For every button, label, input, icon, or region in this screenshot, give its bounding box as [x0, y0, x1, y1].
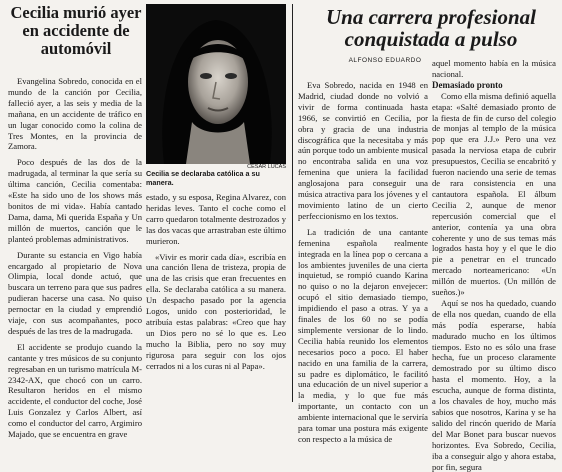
middle-paragraph-1: estado, y su esposa, Regina Alvarez, con heridas leves. Tanto el coche como el carro quedaron totalmente destrozados y las dos vacas que arrastraban este último murieron.: [146, 192, 286, 246]
left-paragraph-4: El accidente se produjo cuando la cantante y tres músicos de su conjunto regresaban en un turismo matrícula M-2342-AX, que chocó con un carro. Resultaron heridos en el mismo accidente, el conductor del coche, José Luis Gonzalez y Carlos Albert, así como el conductor del carro, Argimiro Majado, que se encuentra en grave: [8, 341, 142, 440]
right-col2-lead: aquel momento había en la música nacional.: [432, 58, 556, 79]
photo-credit: CESAR LUCAS: [247, 164, 286, 170]
middle-article-column: [146, 192, 286, 402]
middle-paragraph-2: «Vivir es morir cada día», escribía en una canción llena de tristeza, propia de una de las crisis que eran frecuentes en ella. Se declaraba católica a su manera. Un despacho pasado por la agencia Logos, unido con posterioridad, le atribuía estas palabras: «Creo que hay un Dios pero no sé lo que es. Leo mucho la Biblia, pero no soy muy rigurosa para seguir con los ojos cerrados ni a los curas ni al Papa».: [146, 251, 286, 371]
right-paragraph-3: Como ella misma definió aquella etapa: «Salté demasiado pronto de la fiesta de fin de curso del colegio de monjas al templo de la música pop que era J.J.» Pero una vez pasada la nerviosa etapa de cubrir presupuestos, Cecilia se encabritó y fueron naciendo una serie de temas de rara consistencia en una cantautora española. El álbum Cecilia 2, aunque de menor repercusión comercial que el anterior, contenía ya una obra coherente y uno de sus temas más logrados hasta hoy y el que le dio pie a penetrar en el truncado mercado norteamericano: «Un millón de muertos. (Un millón de sueños.)»: [432, 90, 556, 298]
right-article-column-2: [432, 58, 556, 472]
left-article-column: [8, 76, 142, 440]
right-headline: Una carrera profesional conquistada a pulso: [325, 5, 536, 51]
subhead-demasiado-pronto: Demasiado pronto: [432, 79, 503, 90]
left-headline: Cecilia murió ayer en accidente de automóvil: [10, 3, 142, 58]
column-divider: [292, 4, 293, 402]
left-paragraph-1: Evangelina Sobredo, conocida en el mundo de la canción por Cecilia, falleció ayer, a las seis y media de la mañana, en un accidente de tráfico en un lugar conocido como la colina de Tres Montes, en la provincia de Zamora.: [8, 76, 142, 152]
portrait-image: [146, 4, 286, 164]
left-paragraph-3: Durante su estancia en Vigo había encargado al propietario de Nova Olimpia, local donde actuó, que buscara un terreno para que sus padres pudieran hacerse una casa. No quiso pernoctar en la ciudad y emprendió viaje, con sus acompañantes, poco después de las tres de la madrugada.: [8, 249, 142, 336]
left-paragraph-2: Poco después de las dos de la madrugada, al terminar la que sería su última canción, Cecilia comentaba: «Este ha sido uno de los shows más bonitos de mi vida». Había cantado Dama, dama, Mi querida España y Un millón de muertos, canción que le planteó problemas administrativos.: [8, 157, 142, 244]
photo-caption: Cecilia se declaraba católica a su manera.: [146, 169, 260, 187]
right-article-column-1: [298, 80, 428, 444]
byline: ALFONSO EDUARDO: [348, 57, 422, 64]
right-paragraph-2: La tradición de una cantante femenina española realmente integrada en la línea pop o cercana a los ambientes juveniles de una cierta inquietud, se rompió cuando Karina no quiso o no la dejaron envejecer: ocupó el sitio demasiado tiempo, impidiendo el paso a otras. Y ya a finales de los 60 no se podía simplemente versionar de lo lindo. Cecilia había reunido los elementos necesarios poco a poco. El haber nacido en una familia de la carrera, su padre es diplomático, le facilitó una educación de un nivel superior a la media, y lo que fue más importante, un contacto con un ambiente internacional que le serviría para tomar una postura más exigente con respecto a la música de: [298, 226, 428, 444]
right-paragraph-1: Eva Sobredo, nacida en 1948 en Madrid, ciudad donde no volvió a vivir de forma continuada hasta 1966, se convirtió en Cecilia, por obra y gracia de una industria discográfica que la necesitaba y más aún porque todo un ambiente musical no encontraba salida en una voz femenina que uniera la facilidad anglosajona para conseguir una música atractiva para los jóvenes y el movimiento latino de un cierto perfeccionismo en los textos.: [298, 80, 428, 221]
right-paragraph-4: Aquí se nos ha quedado, cuando de ella nos quedan, cuando de ella más podía esperarse, había madurado mucho en los últimos tiempos. Esto no es sólo una frase hecha, fue un proceso claramente demostrado por su último disco hasta el momento. Hoy, a la escucha, aunque de forma distinta, a los chavales de hoy, mucho más sabios que nosotros, Karina y se ha salido del rincón querido de María del Mar Bonet para buscar nuevos horizontes. Eva Sobredo, Cecilia, iba a conseguir algo y ahora estaba, por fin, segura: [432, 297, 556, 472]
cecilia-photo: [146, 4, 286, 164]
